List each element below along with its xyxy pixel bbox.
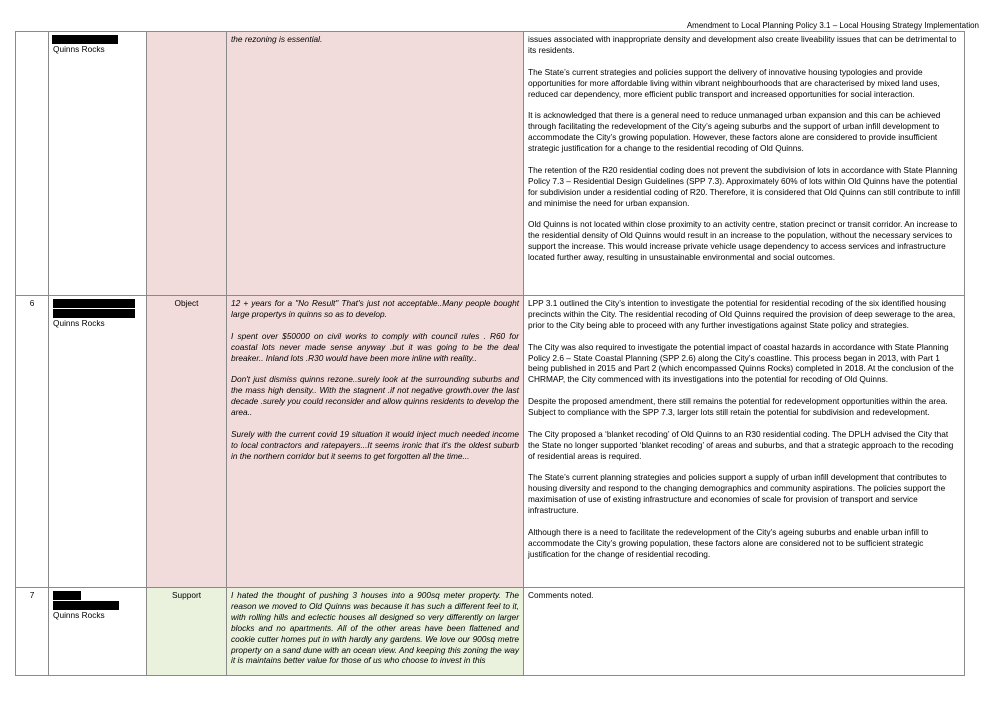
comment-cell — [227, 296, 524, 588]
response-paragraph: The City proposed a ‘blanket recoding’ of Old Quinns to an R30 residential coding. The DPLH advised the City that the State no longer supported ‘blanket recoding’ of areas and suburbs, and that a strategic approach to the recoding of residential areas is required. — [528, 428, 954, 461]
response-paragraph: The State’s current planning strategies and policies support a supply of urban infill development that contributes to housing diversity and respond to the changing demographics and community aspirations. The policies support the maximisation of use of existing infrastructure and economies of scale for provision of transport and service infrastructure. — [528, 472, 947, 516]
comment-paragraph: Surely with the current covid 19 situation it would inject much needed income to local contractors and ratepayers...It seems ironic that it's the oldest suburb in the northern corridor but it seems to get forgotten all the time... — [231, 428, 519, 461]
response-paragraph: It is acknowledged that there is a general need to reduce unmanaged urban expansion and this can be achieved through facilitating the redevelopment of the City’s ageing suburbs and the support of urban infill development to accommodate the City’s growing population. However, these factors alone are considered to provide insufficient strategic justification for a change to the residential recoding of Old Quinns. — [528, 110, 941, 154]
response-cell — [524, 32, 965, 296]
comment-paragraph: the rezoning is essential. — [231, 34, 323, 44]
comment-paragraph: I spent over $50000 on civil works to comply with council rules . R60 for coastal lots never made sense anyway .but it was going to be the deal breaker.. Inland lots .R30 would have been more inline with reality.. — [231, 330, 519, 363]
response-paragraph: The State’s current strategies and policies support the delivery of innovative housing typologies and provide opportunities for more affordable living within vibrant neighbourhoods that are characterised by mixed land uses, reduced car dependency, more efficient public transport and increased opportunities for social interaction. — [528, 66, 940, 99]
response-paragraph: The City was also required to investigate the potential impact of coastal hazards in accordance with State Planning Policy 2.6 – State Coastal Planning (SPP 2.6) along the City’s coastline. This process began in 2013, with Part 1 being published in 2015 and Part 2 (which encompassed Quinns Rocks) completed in 2018. At the conclusion of the CHRMAP, the City commenced with its investigations into the potential for recoding of Old Quinns. — [528, 341, 954, 385]
redacted-name — [53, 601, 119, 610]
comment-paragraph: 12 + years for a "No Result" That's just not acceptable..Many people bought large propertys in quinns so as to develop. — [231, 298, 519, 319]
position-cell: Support — [147, 588, 227, 676]
table-row — [16, 296, 965, 588]
comment-cell — [227, 32, 524, 296]
page-header-title: Amendment to Local Planning Policy 3.1 – Local Housing Strategy Implementation — [686, 21, 979, 30]
position-cell: Object — [147, 296, 227, 588]
response-paragraph: issues associated with inappropriate density and development also create liveability issues that can be detrimental to its residents. — [528, 34, 957, 55]
response-paragraph: Although there is a need to facilitate the redevelopment of the City’s ageing suburbs and enable urban infill to accommodate the City’s growing population, these factors alone are considered not to be sufficient strategic justification for the change of residential recoding. — [528, 526, 929, 559]
response-paragraph: Despite the proposed amendment, there still remains the potential for redevelopment opportunities within the area. Subject to compliance with the SPP 7.3, larger lots still retain the potential for subdivision and redevelopment. — [528, 396, 948, 418]
submission-number: 6 — [16, 296, 49, 588]
comment-paragraph: I hated the thought of pushing 3 houses into a 900sq meter property. The reason we moved to Old Quinns was because it has such a different feel to it, with rolling hills and eclectic houses all designed so very differently on larger blocks and no apartments. All of the other areas have been flattened and cookie cutter homes put in with hardly any gardens. We love our 900sq metre property on a sand dune with an ocean view. And keeping this zoning the way it is maintains better value for those of us who choose to invest in this — [231, 590, 519, 666]
submitter-suburb: Quinns Rocks — [53, 610, 105, 620]
submitter-cell — [49, 32, 147, 296]
submitter-cell — [49, 588, 147, 676]
submission-number — [16, 32, 49, 296]
position-cell — [147, 32, 227, 296]
response-paragraph: Old Quinns is not located within close proximity to an activity centre, station precinct or transit corridor. An increase to the residential density of Old Quinns would result in an increase to the population, without the necessary services to support the increase. This would increase private vehicle usage dependency to access services and infrastructure located further away, resulting in unsustainable environmental and social outcomes. — [528, 219, 958, 263]
submitter-cell — [49, 296, 147, 588]
redacted-name — [53, 591, 81, 600]
submission-number: 7 — [16, 588, 49, 676]
redacted-name — [53, 299, 135, 308]
table-row — [16, 32, 965, 296]
table-row — [16, 588, 965, 676]
submitter-suburb: Quinns Rocks — [53, 44, 105, 54]
response-paragraph: Comments noted. — [528, 590, 594, 600]
response-paragraph: The retention of the R20 residential coding does not prevent the subdivision of lots in accordance with State Planning Policy 7.3 – Residential Design Guidelines (SPP 7.3). Approximately 60% of lots within Old Quinns have the potential for subdivision under a residential coding of R20. Therefore, it is considered that Old Quinns can still contribute to infill and minimise the need for urban expansion. — [528, 164, 960, 208]
redacted-name — [52, 35, 118, 44]
response-paragraph: LPP 3.1 outlined the City’s intention to investigate the potential for residential recoding of the six identified housing precincts within the City. The residential recoding of Old Quinns required the provision of deep sewerage to the area, prior to the City being able to proceed with any further investigations against State policy and strategies. — [528, 298, 956, 330]
comment-paragraph: Don't just dismiss quinns rezone..surely look at the surrounding suburbs and the mass high density.. With the stagnent .if not negative growth.over the last decade .surely you could reconsider and allow quinns residents to develop the area.. — [231, 374, 519, 418]
response-cell — [524, 588, 965, 676]
submitter-suburb: Quinns Rocks — [53, 318, 105, 328]
redacted-name — [53, 309, 135, 318]
response-cell — [524, 296, 965, 588]
submissions-table — [15, 31, 965, 676]
comment-cell — [227, 588, 524, 676]
